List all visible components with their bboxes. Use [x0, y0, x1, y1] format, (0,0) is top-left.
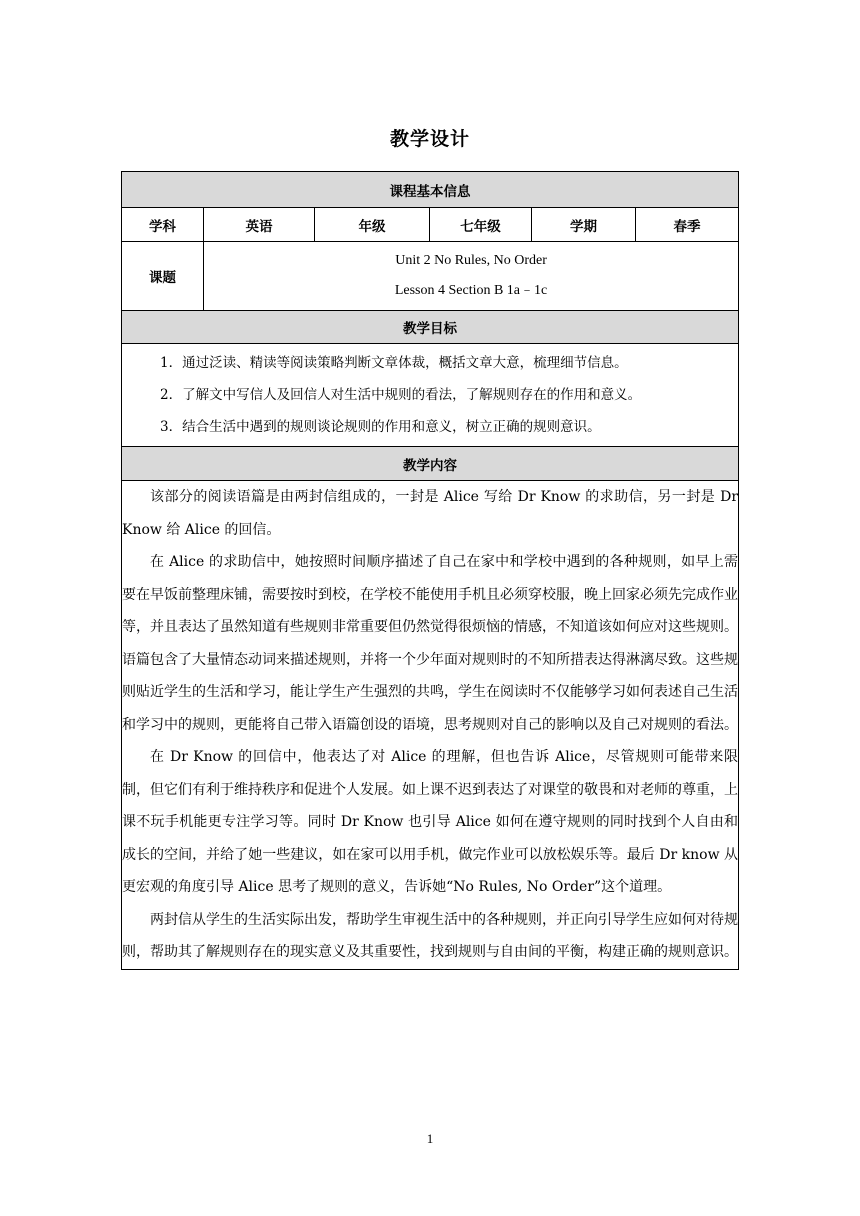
topic-label: 课题	[122, 242, 204, 311]
section-header-content: 教学内容	[122, 447, 739, 481]
lesson-plan-table	[121, 171, 739, 970]
subject-label: 学科	[122, 208, 204, 242]
subject-value: 英语	[204, 208, 315, 242]
term-label: 学期	[532, 208, 636, 242]
content-cell	[122, 481, 739, 970]
section-header-basic-info: 课程基本信息	[122, 172, 739, 208]
grade-label: 年级	[315, 208, 430, 242]
goal-item: 2．了解文中写信人及回信人对生活中规则的看法，了解规则存在的作用和意义。	[160, 387, 642, 403]
term-value: 春季	[636, 208, 739, 242]
topic-lesson-line: Lesson 4 Section B 1a﹣1c	[394, 283, 548, 298]
content-paragraph: 该部分的阅读语篇是由两封信组成的，一封是 Alice 写给 Dr Know 的求助信，另一封是 Dr Know 给 Alice 的回信。	[122, 489, 739, 538]
section-header-goals: 教学目标	[122, 311, 739, 344]
grade-value: 七年级	[430, 208, 532, 242]
content-paragraph: 在 Dr Know 的回信中，他表达了对 Alice 的理解，但也告诉 Alice，尽管规则可能带来限制，但它们有利于维持秩序和促进个人发展。如上课不迟到表达了对课堂的敬畏和对老师的尊重，上课不玩手机能更专注学习等。同时 Dr Know 也引导 Alice 如何在遵守规则的同时找到个人自由和成长的空间，并给了她一些建议，如在家可以用手机，做完作业可以放松娱乐等。最后 Dr know 从更宏观的角度引导 Alice 思考了规则的意义，告诉她“No Rules, No Order”这个道理。	[122, 749, 739, 895]
content-paragraph: 两封信从学生的生活实际出发，帮助学生审视生活中的各种规则，并正向引导学生应如何对待规则，帮助其了解规则存在的现实意义及其重要性，找到规则与自由间的平衡，构建正确的规则意识。	[122, 911, 739, 960]
page-number: 1	[426, 1131, 434, 1146]
goal-item: 1．通过泛读、精读等阅读策略判断文章体裁，概括文章大意，梳理细节信息。	[160, 355, 628, 371]
goal-item: 3．结合生活中遇到的规则谈论规则的作用和意义，树立正确的规则意识。	[160, 419, 601, 435]
topic-unit-line: Unit 2 No Rules, No Order	[395, 253, 547, 268]
goals-cell	[122, 344, 739, 447]
topic-value	[204, 242, 739, 311]
content-paragraph: 在 Alice 的求助信中，她按照时间顺序描述了自己在家中和学校中遇到的各种规则，如早上需要在早饭前整理床铺，需要按时到校，在学校不能使用手机且必须穿校服，晚上回家必须先完成作业等，并且表达了虽然知道有些规则非常重要但仍然觉得很烦恼的情感，不知道该如何应对这些规则。语篇包含了大量情态动词来描述规则，并将一个少年面对规则时的不知所措表达得淋漓尽致。这些规则贴近学生的生活和学习，能让学生产生强烈的共鸣，学生在阅读时不仅能够学习如何表述自己生活和学习中的规则，更能将自己带入语篇创设的语境，思考规则对自己的影响以及自己对规则的看法。	[122, 554, 739, 733]
document-title: 教学设计	[389, 128, 470, 150]
